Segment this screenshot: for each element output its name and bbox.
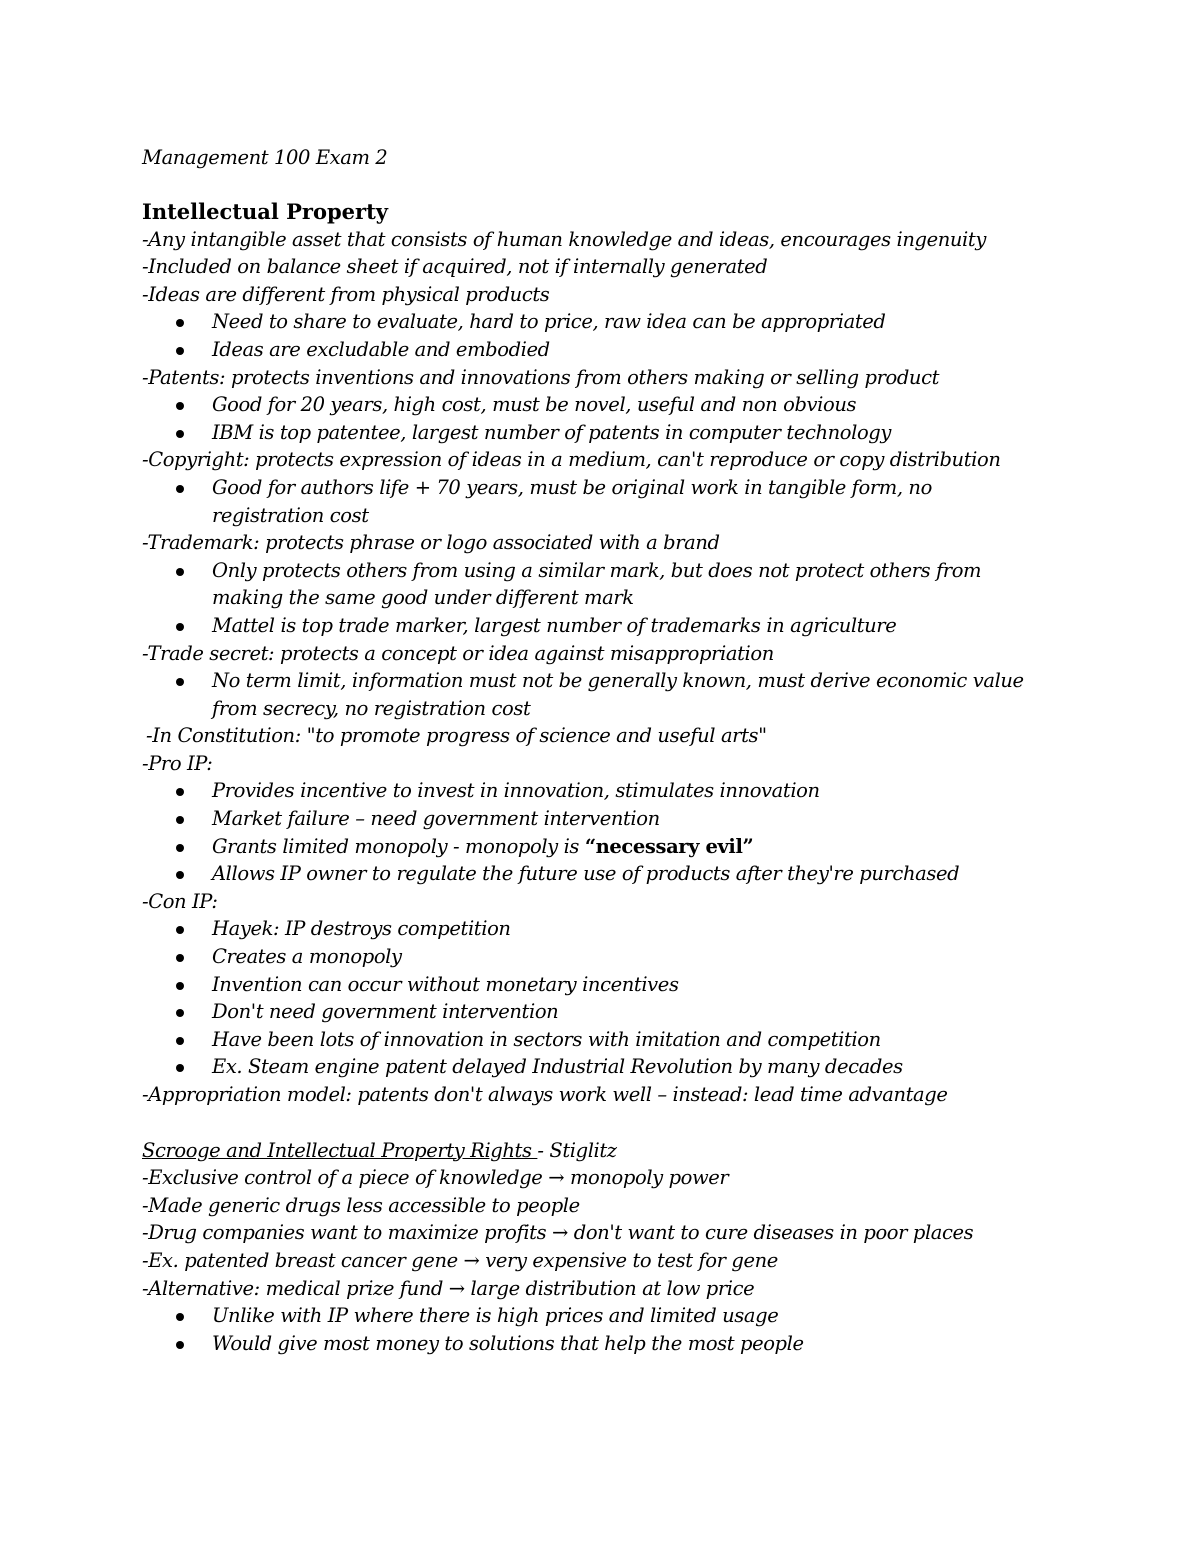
text-line: -Patents: protects inventions and innovations from others making or selling product [142,365,940,389]
bullet-text: Unlike with IP where there is high prices and limited usage [212,1304,779,1328]
bullet-item [142,474,1062,502]
paragraph-gap [142,1109,1062,1137]
bullet-item [142,391,1062,419]
bullet-continuation: making the same good under different mark [212,586,634,610]
bullet-item [142,308,1062,336]
bullet-text: Ex. Steam engine patent delayed Industrial Revolution by many decades [212,1055,903,1079]
section-title-author: - Stiglitz [537,1138,617,1162]
bullet-item [142,419,1062,447]
text-line: -Alternative: medical prize fund → large distribution at low price [142,1276,755,1300]
section-heading-intellectual-property: Intellectual Property [142,198,388,224]
bullet-continuation: registration cost [212,503,369,527]
text-line: -Included on balance sheet if acquired, not if internally generated [142,255,768,279]
bullet-icon [176,319,184,327]
bullet-item [142,1330,1062,1358]
bullet-text: Allows IP owner to regulate the future use of products after they're purchased [212,862,960,886]
bullet-icon [176,788,184,796]
bullet-icon [176,568,184,576]
bullet-text: Provides incentive to invest in innovation, stimulates innovation [212,779,820,803]
bullet-icon [176,430,184,438]
text-line: -Ideas are different from physical products [142,282,550,306]
bullet-text: Invention can occur without monetary incentives [212,972,679,996]
document-page [142,144,1062,1357]
bullet-text: Creates a monopoly [212,945,402,969]
bullet-icon [176,1037,184,1045]
bullet-icon [176,485,184,493]
text-line: -Copyright: protects expression of ideas in a medium, can't reproduce or copy distribution [142,448,1001,472]
text-line: -Trademark: protects phrase or logo associated with a brand [142,531,720,555]
bullet-text: Have been lots of innovation in sectors with imitation and competition [212,1027,881,1051]
bullet-icon [176,347,184,355]
bullet-icon [176,844,184,852]
bullet-text: Good for authors life + 70 years, must be original work in tangible form, no [212,475,932,499]
bullet-item [142,557,1062,585]
bullet-text: Market failure – need government intervention [212,807,660,831]
bullet-item [142,833,1062,861]
bullet-text: No term limit, information must not be generally known, must derive economic value [212,669,1024,693]
bullet-item [142,971,1062,999]
bullet-item [142,612,1062,640]
bullet-item [142,667,1062,695]
bullet-item [142,915,1062,943]
text-line: -Drug companies want to maximize profits → don't want to cure diseases in poor places [142,1221,974,1245]
bullet-text: Mattel is top trade marker, largest number of trademarks in agriculture [212,613,897,637]
bullet-icon [176,1009,184,1017]
bullet-text: Good for 20 years, high cost, must be novel, useful and non obvious [212,393,857,417]
bullet-item [142,860,1062,888]
text-line: -Pro IP: [142,751,213,775]
bullet-text: Need to share to evaluate, hard to price, raw idea can be appropriated [212,310,886,334]
bullet-icon [176,982,184,990]
bullet-item [142,805,1062,833]
bullet-continuation: from secrecy, no registration cost [212,696,531,720]
bullet-item [142,998,1062,1026]
bullet-icon [176,816,184,824]
bullet-icon [176,1313,184,1321]
bullet-text: Don't need government intervention [212,1000,559,1024]
bullet-icon [176,678,184,686]
bullet-icon [176,926,184,934]
bullet-text: Would give most money to solutions that help the most people [212,1331,804,1355]
bullet-icon [176,871,184,879]
bullet-item [142,1053,1062,1081]
bullet-emphasis: “necessary evil” [584,834,754,858]
bullet-icon [176,1064,184,1072]
bullet-icon [176,402,184,410]
bullet-item [142,1302,1062,1330]
text-line: -Trade secret: protects a concept or idea against misappropriation [142,641,774,665]
bullet-item [142,777,1062,805]
bullet-text: IBM is top patentee, largest number of patents in computer technology [212,420,892,444]
bullet-item [142,1026,1062,1054]
bullet-text: Only protects others from using a similar mark, but does not protect others from [212,558,982,582]
bullet-icon [176,623,184,631]
text-line: -Appropriation model: patents don't always work well – instead: lead time advantage [142,1083,948,1106]
bullet-item [142,943,1062,971]
text-line: -Made generic drugs less accessible to people [142,1193,580,1217]
bullet-icon [176,1341,184,1349]
text-line: -In Constitution: "to promote progress of science and useful arts" [146,724,767,748]
bullet-item [142,336,1062,364]
bullet-text: Ideas are excludable and embodied [212,337,550,361]
text-line: -Exclusive control of a piece of knowledge → monopoly power [142,1166,729,1190]
section-title-underlined: Scrooge and Intellectual Property Rights [142,1138,538,1162]
text-line: -Ex. patented breast cancer gene → very expensive to test for gene [142,1248,778,1272]
bullet-text: Grants limited monopoly - monopoly is [212,834,585,858]
section-heading-scrooge [142,1137,1062,1165]
bullet-icon [176,954,184,962]
text-line: -Any intangible asset that consists of human knowledge and ideas, encourages ingenuity [142,227,986,251]
bullet-text: Hayek: IP destroys competition [212,917,511,941]
document-title: Management 100 Exam 2 [142,146,388,169]
text-line: -Con IP: [142,889,218,913]
